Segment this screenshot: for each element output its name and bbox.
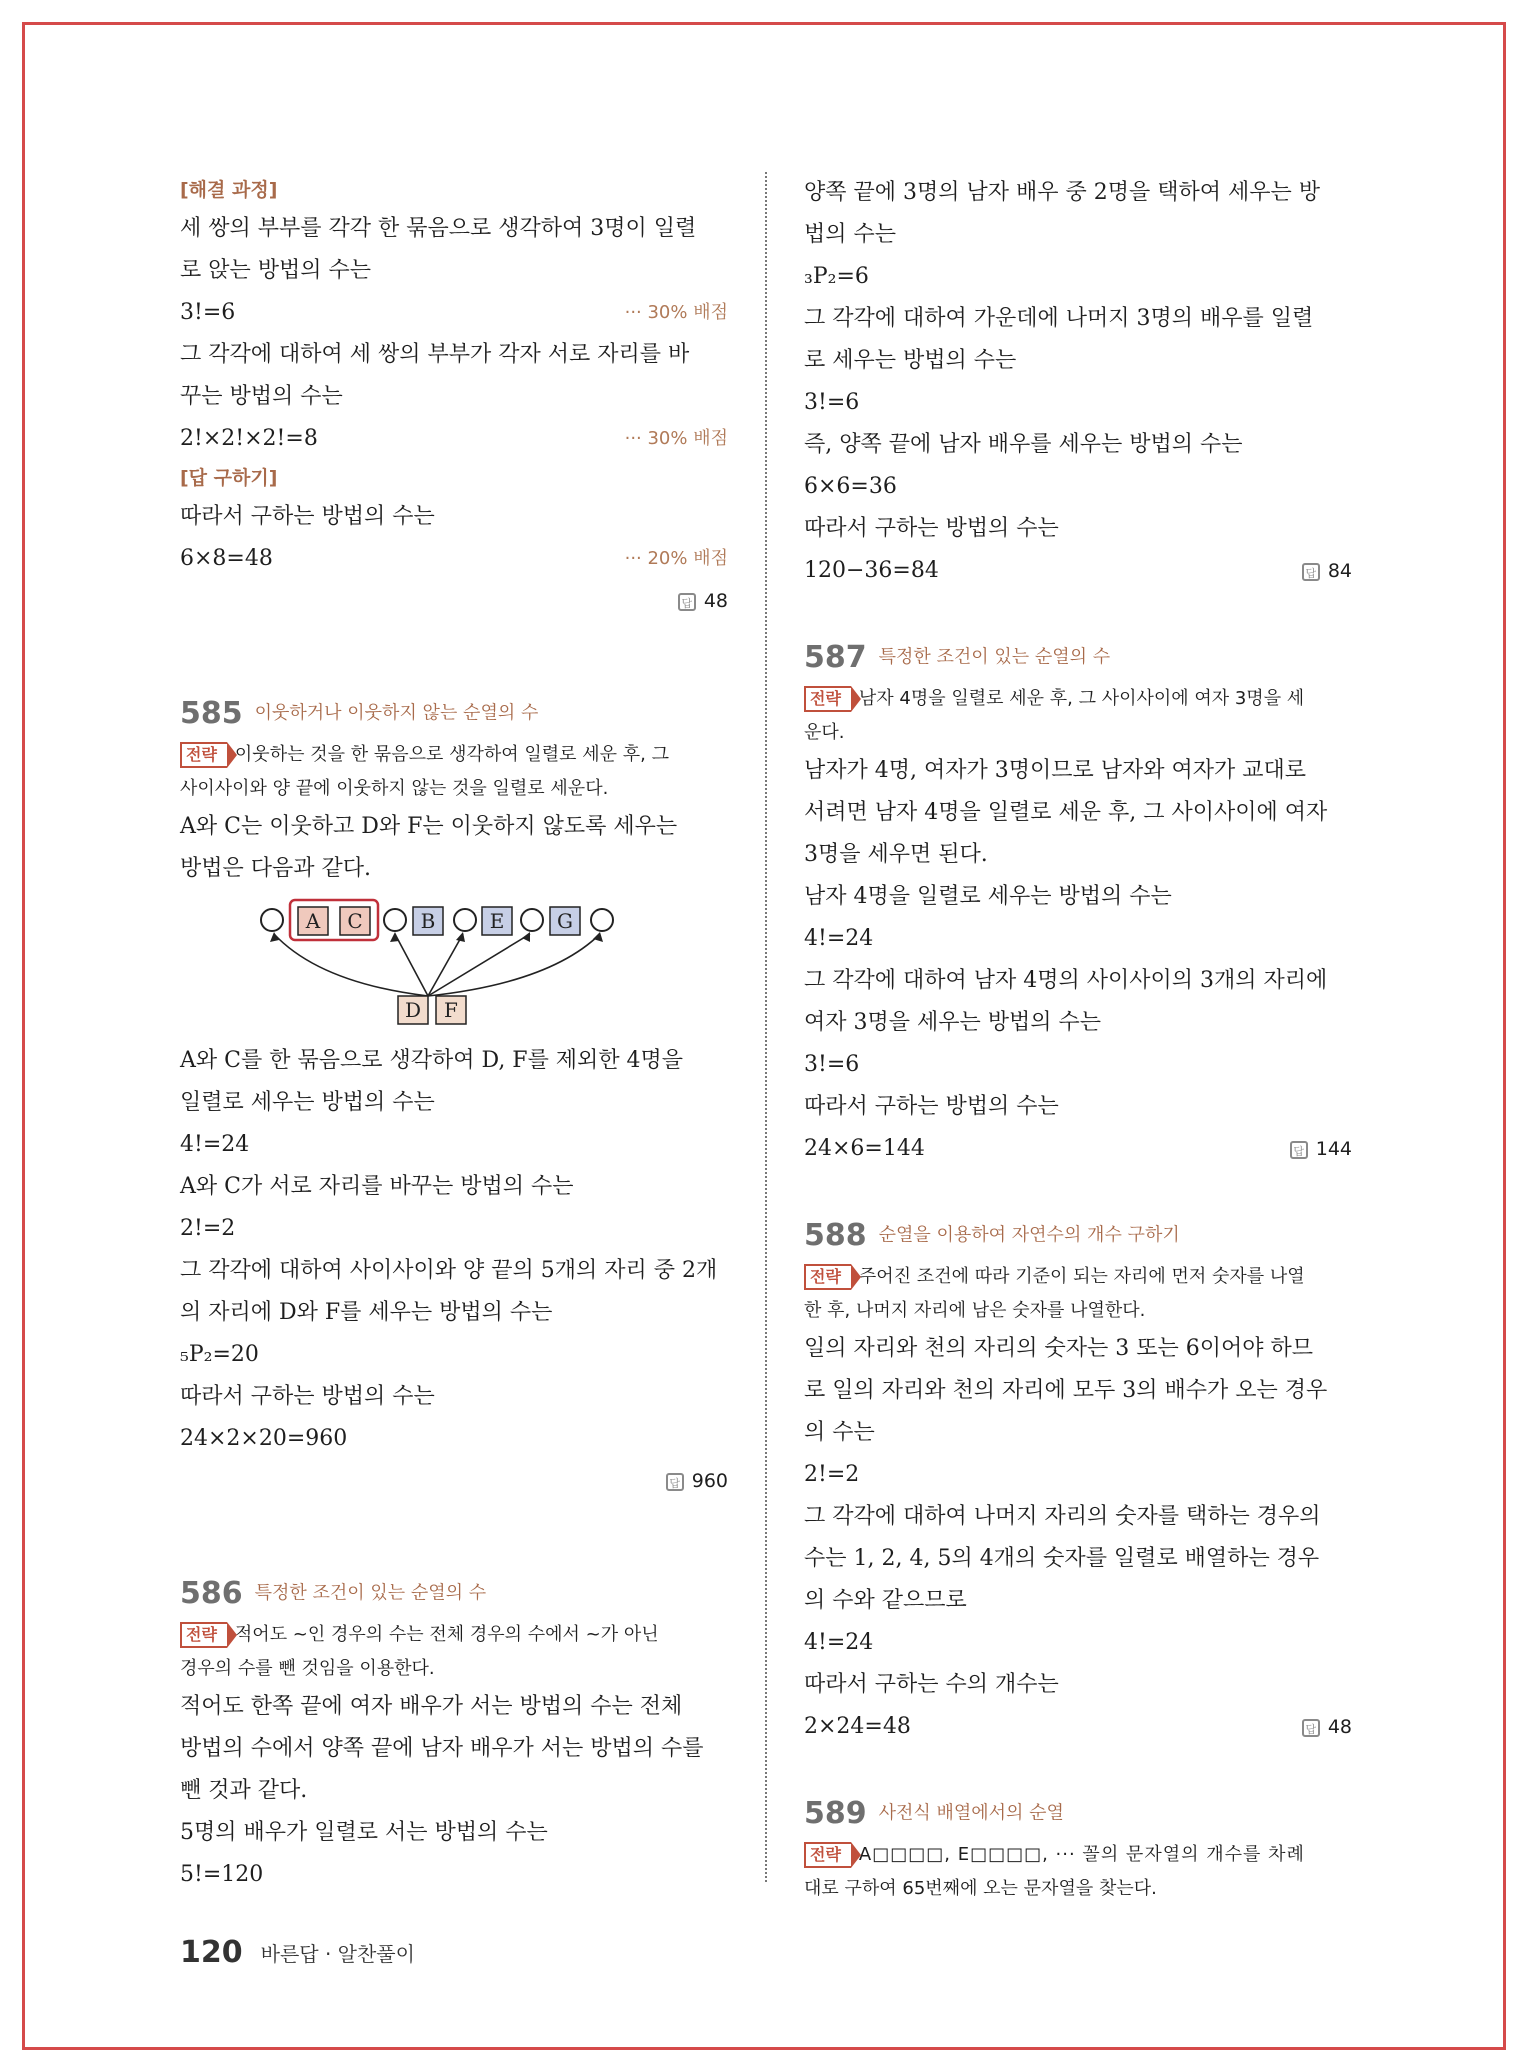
slot-circle [384,909,406,931]
strategy-tag: 전략 [804,1264,851,1290]
problem-title: 특정한 조건이 있는 순열의 수 [254,1582,487,1604]
equation-line: 2!=2 [180,1216,236,1241]
strategy: 전략 A□□□□, E□□□□, ··· 꼴의 문자열의 개수를 차례 대로 구하여 65번째에 오는 문자열을 찾는다. [804,1844,1305,1899]
answer-icon: 답 [1302,563,1320,581]
equation-line: 3!=6 ··· 30% 배점 [180,292,728,334]
label-b: B [420,909,436,933]
arrow [428,934,463,996]
equation-line: 24×2×20=960 [180,1426,348,1451]
page-number: 120 [180,1935,243,1970]
problem-title: 순열을 이용하여 자연수의 개수 구하기 [878,1224,1180,1246]
text-line: 뺀 것과 같다. [180,1778,308,1803]
text-line: A와 C는 이웃하고 D와 F는 이웃하지 않도록 세우는 [180,814,678,839]
strategy: 전략 이웃하는 것을 한 묶음으로 생각하여 일렬로 세운 후, 그 사이사이와 양 끝에 이웃하지 않는 것을 일렬로 세운다. [180,744,669,799]
text-line: 의 수는 [804,1420,875,1445]
equation-line: 2!=2 [804,1462,860,1487]
problem-title: 사전식 배열에서의 순열 [878,1802,1064,1824]
answer-icon: 답 [666,1473,684,1491]
text-line: 로 세우는 방법의 수는 [804,348,1017,373]
text-line: 의 수와 같으므로 [804,1588,967,1613]
problem-number: 588 [804,1217,867,1253]
problem-number: 589 [804,1795,867,1831]
arrow [395,934,428,996]
answer-icon: 답 [678,593,696,611]
equation-line: 120−36=84 답 84 [804,550,1352,592]
arrow [274,934,428,996]
text-line: 그 각각에 대하여 나머지 자리의 숫자를 택하는 경우의 [804,1504,1321,1529]
text-line: 꾸는 방법의 수는 [180,384,343,409]
equation-line: 6×8=48 ··· 20% 배점 [180,538,728,580]
text-line: 의 자리에 D와 F를 세우는 방법의 수는 [180,1300,553,1325]
arrangement-diagram [260,898,660,1028]
score-note: ··· 20% 배점 [624,548,728,569]
strategy: 전략 적어도 ~인 경우의 수는 전체 경우의 수에서 ~가 아닌 경우의 수를 뺀 것임을 이용한다. [180,1624,659,1679]
text-line: 따라서 구하는 방법의 수는 [180,504,435,529]
slot-circle [261,909,283,931]
text-line: 따라서 구하는 수의 개수는 [804,1672,1059,1697]
label-c: C [347,909,363,933]
process-tag: [해결 과정] [180,179,278,201]
strategy-tag: 전략 [804,1842,851,1868]
text-line: 서려면 남자 4명을 일렬로 세운 후, 그 사이사이에 여자 [804,800,1328,825]
text-line: 수는 1, 2, 4, 5의 4개의 숫자를 일렬로 배열하는 경우 [804,1546,1320,1571]
arrow [428,934,530,996]
problem-title: 이웃하거나 이웃하지 않는 순열의 수 [254,702,539,724]
equation-line: 6×6=36 [804,474,897,499]
answer-inline: 답 84 [1302,550,1352,592]
equation-line: 4!=24 [804,1630,874,1655]
answer-inline: 답 48 [1302,1706,1352,1748]
page-footer [180,1935,415,1970]
problem-number: 586 [180,1575,243,1611]
text-line: 즉, 양쪽 끝에 남자 배우를 세우는 방법의 수는 [804,432,1243,457]
text-line: A와 C가 서로 자리를 바꾸는 방법의 수는 [180,1174,574,1199]
answer-line: 답 960 [180,1460,728,1502]
problem-number: 587 [804,639,867,675]
equation-line: 2×24=48 답 48 [804,1706,1352,1748]
label-f: F [444,998,458,1022]
right-column [804,172,1352,1906]
slot-circle [591,909,613,931]
text-line: 그 각각에 대하여 세 쌍의 부부가 각자 서로 자리를 바 [180,342,690,367]
text-line: 3명을 세우면 된다. [804,842,988,867]
text-line: 양쪽 끝에 3명의 남자 배우 중 2명을 택하여 세우는 방 [804,180,1320,205]
label-e: E [489,909,505,933]
equation-line: ₅P₂=20 [180,1342,259,1367]
text-line: 따라서 구하는 방법의 수는 [180,1384,435,1409]
problem-header [180,688,728,738]
text-line: 일렬로 세우는 방법의 수는 [180,1090,435,1115]
slot-circle [521,909,543,931]
equation-line: 3!=6 [804,390,860,415]
book-title: 바른답 · 알찬풀이 [260,1942,415,1966]
problem-header [804,1210,1352,1260]
problem-title: 특정한 조건이 있는 순열의 수 [878,646,1111,668]
slot-circle [454,909,476,931]
text-line: 방법의 수에서 양쪽 끝에 남자 배우가 서는 방법의 수를 [180,1736,704,1761]
equation-line: 24×6=144 답 144 [804,1128,1352,1170]
text-line: 따라서 구하는 방법의 수는 [804,1094,1059,1119]
label-a: A [305,909,321,933]
text-line: 남자 4명을 일렬로 세우는 방법의 수는 [804,884,1172,909]
text-line: A와 C를 한 묶음으로 생각하여 D, F를 제외한 4명을 [180,1048,684,1073]
text-line: 그 각각에 대하여 남자 4명의 사이사이의 3개의 자리에 [804,968,1328,993]
answer-icon: 답 [1302,1719,1320,1737]
equation-line: 2!×2!×2!=8 ··· 30% 배점 [180,418,728,460]
equation-line: 5!=120 [180,1862,264,1887]
strategy-tag: 전략 [180,742,227,768]
score-note: ··· 30% 배점 [624,302,728,323]
answer-line: 답 48 [180,580,728,622]
answer-icon: 답 [1290,1141,1308,1159]
text-line: 적어도 한쪽 끝에 여자 배우가 서는 방법의 수는 전체 [180,1694,683,1719]
strategy: 전략 주어진 조건에 따라 기준이 되는 자리에 먼저 숫자를 나열 한 후, 나머지 자리에 남은 숫자를 나열한다. [804,1266,1305,1321]
problem-number: 585 [180,695,243,731]
left-column [180,172,728,1896]
label-d: D [404,998,422,1022]
problem-header [804,632,1352,682]
answer-tag: [답 구하기] [180,467,278,489]
text-line: 그 각각에 대하여 가운데에 나머지 3명의 배우를 일렬 [804,306,1314,331]
text-line: 남자가 4명, 여자가 3명이므로 남자와 여자가 교대로 [804,758,1306,783]
text-line: 로 일의 자리와 천의 자리에 모두 3의 배수가 오는 경우 [804,1378,1328,1403]
column-divider [765,172,767,1882]
text-line: 따라서 구하는 방법의 수는 [804,516,1059,541]
text-line: 로 앉는 방법의 수는 [180,258,371,283]
equation-line: 4!=24 [804,926,874,951]
problem-header [180,1568,728,1618]
equation-line: 4!=24 [180,1132,250,1157]
score-note: ··· 30% 배점 [624,428,728,449]
text-line: 그 각각에 대하여 사이사이와 양 끝의 5개의 자리 중 2개 [180,1258,718,1283]
text-line: 방법은 다음과 같다. [180,856,371,881]
strategy-tag: 전략 [804,686,851,712]
text-line: 법의 수는 [804,222,897,247]
equation-line: 3!=6 [804,1052,860,1077]
label-g: G [557,909,573,933]
strategy-tag: 전략 [180,1622,227,1648]
text-line: 5명의 배우가 일렬로 서는 방법의 수는 [180,1820,548,1845]
answer-inline: 답 144 [1290,1128,1352,1170]
text-line: 여자 3명을 세우는 방법의 수는 [804,1010,1101,1035]
text-line: 일의 자리와 천의 자리의 숫자는 3 또는 6이어야 하므 [804,1336,1313,1361]
problem-header [804,1788,1352,1838]
text-line: 세 쌍의 부부를 각각 한 묶음으로 생각하여 3명이 일렬 [180,216,697,241]
strategy: 전략 남자 4명을 일렬로 세운 후, 그 사이사이에 여자 3명을 세 운다. [804,688,1305,743]
equation-line: ₃P₂=6 [804,264,869,289]
